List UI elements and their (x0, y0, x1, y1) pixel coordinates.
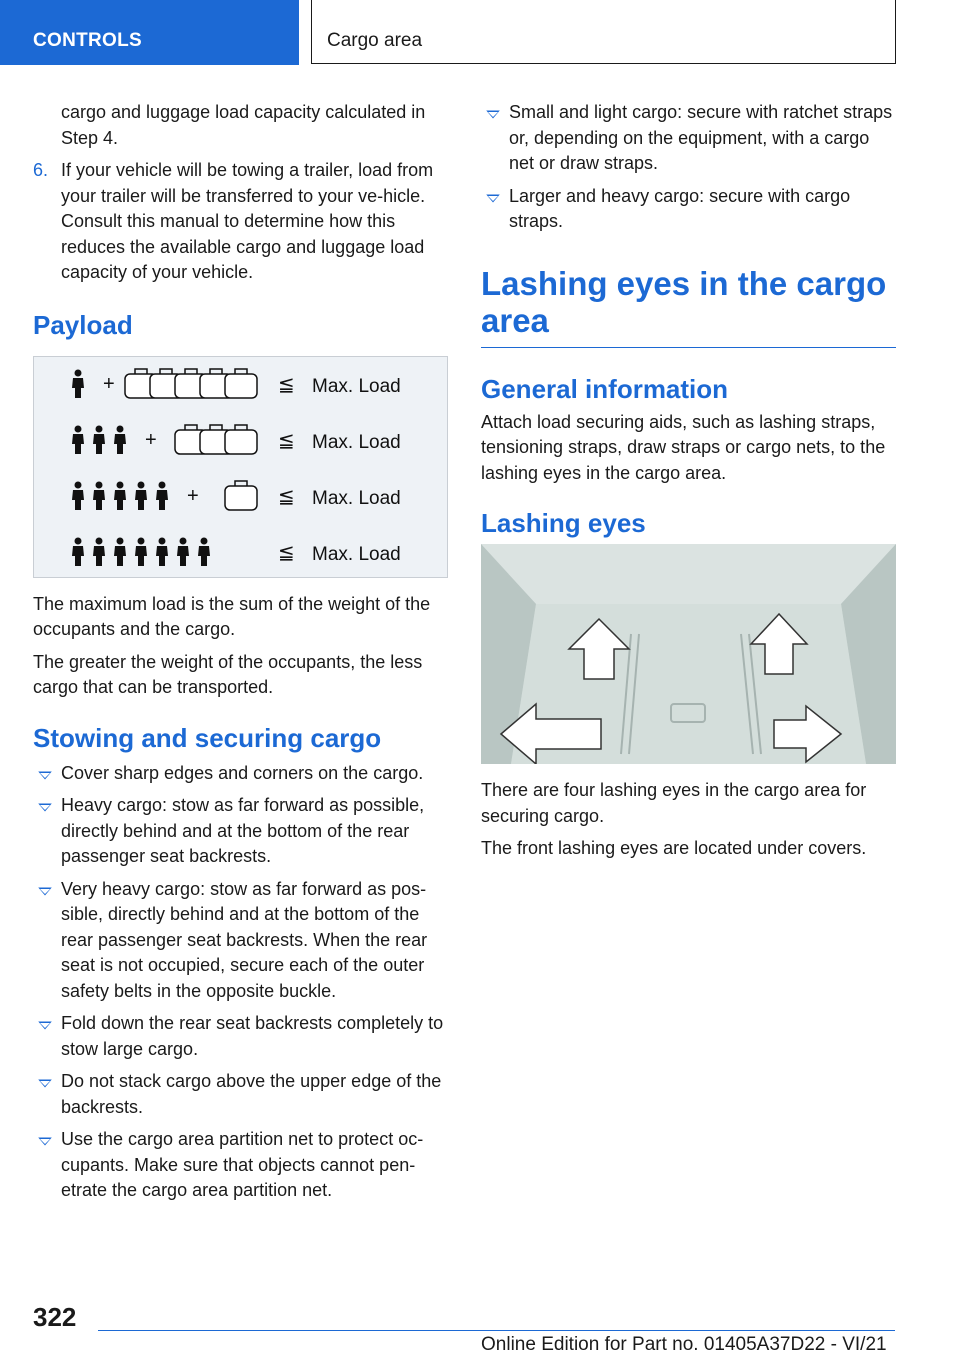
stowing-item: Heavy cargo: stow as far forward as possible, directly behind and at the bottom of the rear passenger seat backrests. (33, 793, 448, 870)
right-column (481, 100, 896, 869)
lashing-eyes-figure (481, 544, 896, 764)
general-information-text: Attach load securing aids, such as lashing straps, tensioning straps, draw straps or cargo nets, to the lashing eyes in the cargo area. (481, 411, 886, 483)
person-icon (93, 537, 105, 566)
person-icon (93, 425, 105, 454)
luggage-icon (225, 481, 257, 510)
leq-symbol: ≦ (278, 483, 295, 508)
step-6-text: If your vehicle will be towing a trailer, load from your trailer will be transferred to your ve-hicle. Consult this manual to determine how this reduces the available cargo and luggage load capacity of your vehicle. (61, 160, 434, 282)
person-icon (72, 369, 84, 398)
cargo-item: Larger and heavy cargo: secure with cargo straps. (481, 184, 896, 235)
person-icon (198, 537, 210, 566)
leq-symbol: ≦ (278, 371, 295, 396)
header-section-tab (0, 0, 299, 65)
person-icon (72, 537, 84, 566)
person-icon (72, 425, 84, 454)
person-icon (114, 425, 126, 454)
person-icon (93, 481, 105, 510)
max-load-label: Max. Load (312, 487, 401, 509)
person-icon (114, 537, 126, 566)
step5-continuation: cargo and luggage load capacity calculated in Step 4. (61, 102, 426, 148)
leq-symbol: ≦ (278, 539, 295, 564)
page-number: 322 (33, 1302, 77, 1332)
plus-sign: + (103, 372, 115, 395)
person-icon (156, 537, 168, 566)
stowing-item: Fold down the rear seat backrests completely to stow large cargo. (33, 1011, 448, 1062)
luggage-icon (225, 425, 257, 454)
plus-sign: + (145, 428, 157, 451)
payload-paragraph-2: The greater the weight of the occupants, the less cargo that can be transported. (33, 651, 423, 697)
max-load-label: Max. Load (312, 375, 401, 397)
general-information-heading: General information (481, 373, 729, 404)
stowing-item: Use the cargo area partition net to protect oc-cupants. Make sure that objects cannot pen-etrate the cargo area partition net. (33, 1127, 448, 1204)
payload-heading: Payload (33, 309, 133, 340)
header-title-box (311, 0, 896, 64)
lashing-eyes-illustration (481, 544, 896, 764)
plus-sign: + (187, 484, 199, 507)
payload-paragraph-1: The maximum load is the sum of the weight of the occupants and the cargo. (33, 593, 431, 639)
edition-text: Online Edition for Part no. 01405A37D22 - VI/21 (481, 1334, 887, 1355)
person-icon (72, 481, 84, 510)
payload-row (72, 369, 401, 398)
left-column (33, 100, 448, 1211)
payload-row (72, 425, 401, 454)
payload-row (72, 481, 401, 510)
person-icon (114, 481, 126, 510)
step-6-number: 6. (33, 160, 49, 180)
stowing-item: Cover sharp edges and corners on the cargo. (33, 761, 448, 787)
lashing-eyes-paragraph-1: There are four lashing eyes in the cargo area for securing cargo. (481, 780, 867, 826)
person-icon (177, 537, 189, 566)
leq-symbol: ≦ (278, 427, 295, 452)
payload-diagram (34, 357, 447, 577)
cargo-item: Small and light cargo: secure with ratchet straps or, depending on the equipment, with a cargo net or draw straps. (481, 100, 896, 177)
lashing-section-heading: Lashing eyes in the cargo area (481, 265, 896, 348)
payload-figure (33, 356, 448, 578)
max-load-label: Max. Load (312, 431, 401, 453)
stowing-heading: Stowing and securing cargo (33, 722, 382, 753)
max-load-label: Max. Load (312, 543, 401, 565)
step-6 (33, 158, 448, 286)
stowing-item: Do not stack cargo above the upper edge of the backrests. (33, 1069, 448, 1120)
header-title: Cargo area (327, 30, 423, 51)
luggage-icon (225, 369, 257, 398)
lashing-eyes-paragraph-2: The front lashing eyes are located under covers. (481, 838, 867, 858)
person-icon (156, 481, 168, 510)
footer-divider (98, 1330, 895, 1331)
person-icon (135, 481, 147, 510)
header-section-label: CONTROLS (33, 30, 143, 51)
payload-row (72, 537, 401, 566)
stowing-item: Very heavy cargo: stow as far forward as pos-sible, directly behind and at the bottom of the rear passenger seat backrests. When the rear seat is not occupied, secure each of the outer safety belts in the opposite buckle. (33, 877, 448, 1005)
lashing-eyes-heading: Lashing eyes (481, 508, 646, 538)
person-icon (135, 537, 147, 566)
